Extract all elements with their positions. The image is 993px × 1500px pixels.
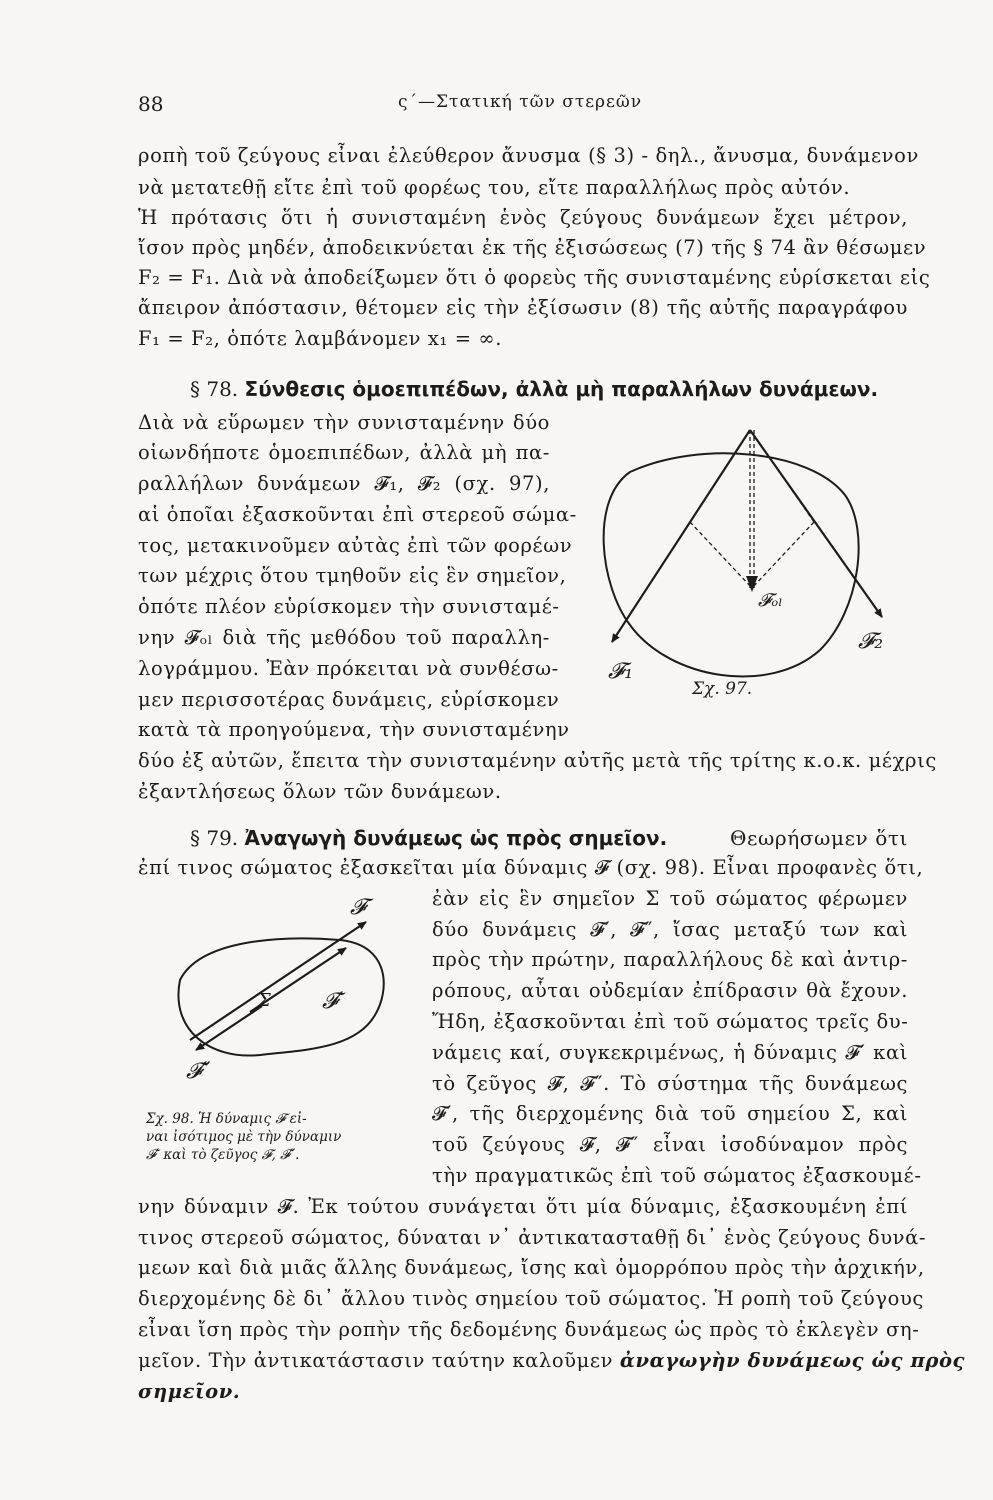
text-line: τος, μετακινοῦμεν αὐτὰς ἐπὶ τῶν φορέων	[138, 534, 573, 557]
section-number: § 78.	[190, 377, 239, 401]
label-F1: 𝓕′	[322, 989, 344, 1014]
defined-term: ἀναγωγὴν δυνάμεως ὡς πρὸς	[619, 1349, 966, 1372]
text-line: 𝓕′, τῆς διερχομένης διὰ τοῦ σημείου Σ, καὶ	[432, 1102, 908, 1125]
label-F2: 𝓕₂	[858, 629, 884, 654]
label-S: Σ	[258, 990, 271, 1011]
text-line: διερχομένης δὲ δι᾽ ἄλλου τινὸς σημείου τοῦ σώματος. Ἡ ροπὴ τοῦ ζεύγους	[138, 1287, 924, 1310]
text-line: τοῦ ζεύγους 𝓕, 𝓕″ εἶναι ἰσοδύναμον πρὸς	[432, 1133, 908, 1156]
label-F2: 𝓕″	[186, 1059, 211, 1084]
text-line: δύο ἐξ αὐτῶν, ἔπειτα τὴν συνισταμένην αὐτῆς μετὰ τῆς τρίτης κ.ο.κ. μέχρις	[138, 749, 937, 772]
text-line: των μέχρις ὅτου τμηθοῦν εἰς ἓν σημεῖον,	[138, 564, 567, 587]
text-line: τὸ ζεῦγος 𝓕, 𝓕″. Τὸ σύστημα τῆς δυνάμεως	[432, 1072, 908, 1095]
page-number: 88	[138, 92, 164, 116]
text-line: νην 𝓕ₒₗ διὰ τῆς μεθόδου τοῦ παραλλη-	[138, 626, 550, 649]
section-heading-78	[190, 377, 878, 401]
label-F: 𝓕	[350, 895, 367, 920]
defined-term: σημεῖον.	[138, 1380, 241, 1403]
text-line: νην δύναμιν 𝓕. Ἐκ τούτου συνάγεται ὅτι μία δύναμις, ἐξασκουμένη ἐπί	[138, 1195, 908, 1218]
section-number: § 79.	[190, 826, 239, 850]
text-line: Ἤδη, ἐξασκοῦνται ἐπὶ τοῦ σώματος τρεῖς δυ-	[432, 1010, 909, 1033]
text-line: Διὰ νὰ εὕρωμεν τὴν συνισταμένην δύο	[138, 411, 550, 434]
section-title: Σύνθεσις ὁμοεπιπέδων, ἀλλὰ μὴ παραλλήλων δυνάμεων.	[244, 377, 879, 401]
body-outline	[178, 938, 383, 1055]
label-Fol: 𝓕ₒₗ	[758, 590, 783, 611]
running-title: ς΄—Στατική τῶν στερεῶν	[398, 92, 643, 112]
text-line: εἶναι ἴση πρὸς τὴν ροπὴν τῆς δεδομένης δυνάμεως ὡς πρὸς τὸ ἐκλεγὲν ση-	[138, 1318, 920, 1341]
text-line: ραλλήλων δυνάμεων 𝓕₁, 𝓕₂ (σχ. 97),	[138, 472, 550, 495]
text-line: ὁπότε πλέον εὑρίσκομεν τὴν συνισταμέ-	[138, 595, 560, 618]
text-line: τὴν πραγματικῶς ἐπὶ τοῦ σώματος ἐξασκουμέ-	[432, 1164, 922, 1187]
dashed-line	[752, 522, 814, 588]
text-line: F₁ = F₂, ὁπότε λαμβάνομεν x₁ = ∞.	[138, 327, 503, 350]
text-line: αἱ ὁποῖαι ἐξασκοῦνται ἐπὶ στερεοῦ σώμα-	[138, 503, 577, 526]
text-line: ἐὰν εἰς ἓν σημεῖον Σ τοῦ σώματος φέρωμεν	[432, 887, 908, 910]
label-F1: 𝓕₁	[608, 659, 634, 684]
force-F2-arrow	[750, 430, 882, 617]
text-line: μεων καὶ διὰ μιᾶς ἄλλης δυνάμεως, ἴσης καὶ ὁμορρόπου πρὸς τὴν ἀρχικήν,	[138, 1256, 925, 1279]
text-line: τινος στερεοῦ σώματος, δύναται ν᾽ ἀντικατασταθῇ δι᾽ ἑνὸς ζεύγους δυνά-	[138, 1226, 927, 1249]
text-line: ἄπειρον ἀπόστασιν, θέτομεν εἰς τὴν ἐξίσωσιν (8) τῆς αὐτῆς παραγράφου	[138, 296, 908, 319]
figure-98-caption: 𝓕′ καὶ τὸ ζεῦγος 𝓕, 𝓕″.	[146, 1147, 300, 1163]
section-heading-79	[190, 826, 908, 850]
text-line: πρὸς τὴν πρώτην, παραλλήλους δὲ καὶ ἀντιρ-	[432, 948, 908, 971]
text-line: ἐξαντλήσεως ὅλων τῶν δυνάμεων.	[138, 780, 502, 803]
text-line: ἴσον πρὸς μηδέν, ἀποδεικνύεται ἐκ τῆς ἐξισώσεως (7) τῆς § 74 ἂν θέσωμεν	[138, 236, 927, 259]
text-line: λογράμμου. Ἐὰν πρόκειται νὰ συνθέσω-	[138, 657, 559, 680]
text-span: μεῖον. Τὴν ἀντικατάστασιν ταύτην καλοῦμεν	[138, 1349, 614, 1372]
dashed-line	[690, 522, 752, 588]
text-line: νάμεις καί, συγκεκριμένως, ἡ δύναμις 𝓕′ καὶ	[432, 1041, 908, 1064]
figure-98	[150, 890, 410, 1090]
text-line	[138, 1348, 966, 1374]
figure-97-caption: Σχ. 97.	[692, 679, 753, 699]
text-line: Θεωρήσωμεν ὅτι	[730, 826, 908, 850]
text-line: F₂ = F₁. Διὰ νὰ ἀποδείξωμεν ὅτι ὁ φορεὺς τῆς συνισταμένης εὑρίσκεται εἰς	[138, 266, 931, 289]
section-title: Ἀναγωγὴ δυνάμεως ὡς πρὸς σημεῖον.	[244, 826, 668, 850]
text-line: δύο δυνάμεις 𝓕′, 𝓕″, ἴσας μεταξύ των καὶ	[432, 918, 908, 941]
text-line: ρόπους, αὗται οὐδεμίαν ἐπίδρασιν θὰ ἔχουν.	[432, 979, 908, 1002]
text-line: μεν περισσοτέρας δυνάμεις, εὑρίσκομεν	[138, 688, 560, 711]
text-line: ροπὴ τοῦ ζεύγους εἶναι ἐλεύθερον ἄνυσμα (§ 3) - δηλ., ἄνυσμα, δυνάμενον	[138, 144, 919, 167]
figure-98-caption: ναι ἰσότιμος μὲ τὴν δύναμιν	[146, 1129, 342, 1145]
text-line	[138, 1379, 908, 1405]
text-line: κατὰ τὰ προηγούμενα, τὴν συνισταμένην	[138, 718, 570, 741]
force-F1-arrow	[612, 430, 750, 642]
figure-98-caption: Σχ. 98. Ἡ δύναμις 𝓕 εἰ-	[146, 1111, 307, 1127]
text-line: οἱωνδήποτε ὁμοεπιπέδων, ἀλλὰ μὴ πα-	[138, 441, 550, 464]
text-line: Ἡ πρότασις ὅτι ἡ συνισταμένη ἑνὸς ζεύγους δυνάμεων ἔχει μέτρον,	[138, 206, 908, 229]
text-line: νὰ μετατεθῇ εἴτε ἐπὶ τοῦ φορέως του, εἴτε παραλλήλως πρὸς αὐτόν.	[138, 176, 851, 199]
text-line: ἐπί τινος σώματος ἐξασκεῖται μία δύναμις 𝓕 (σχ. 98). Εἶναι προφανὲς ὅτι,	[138, 856, 924, 879]
